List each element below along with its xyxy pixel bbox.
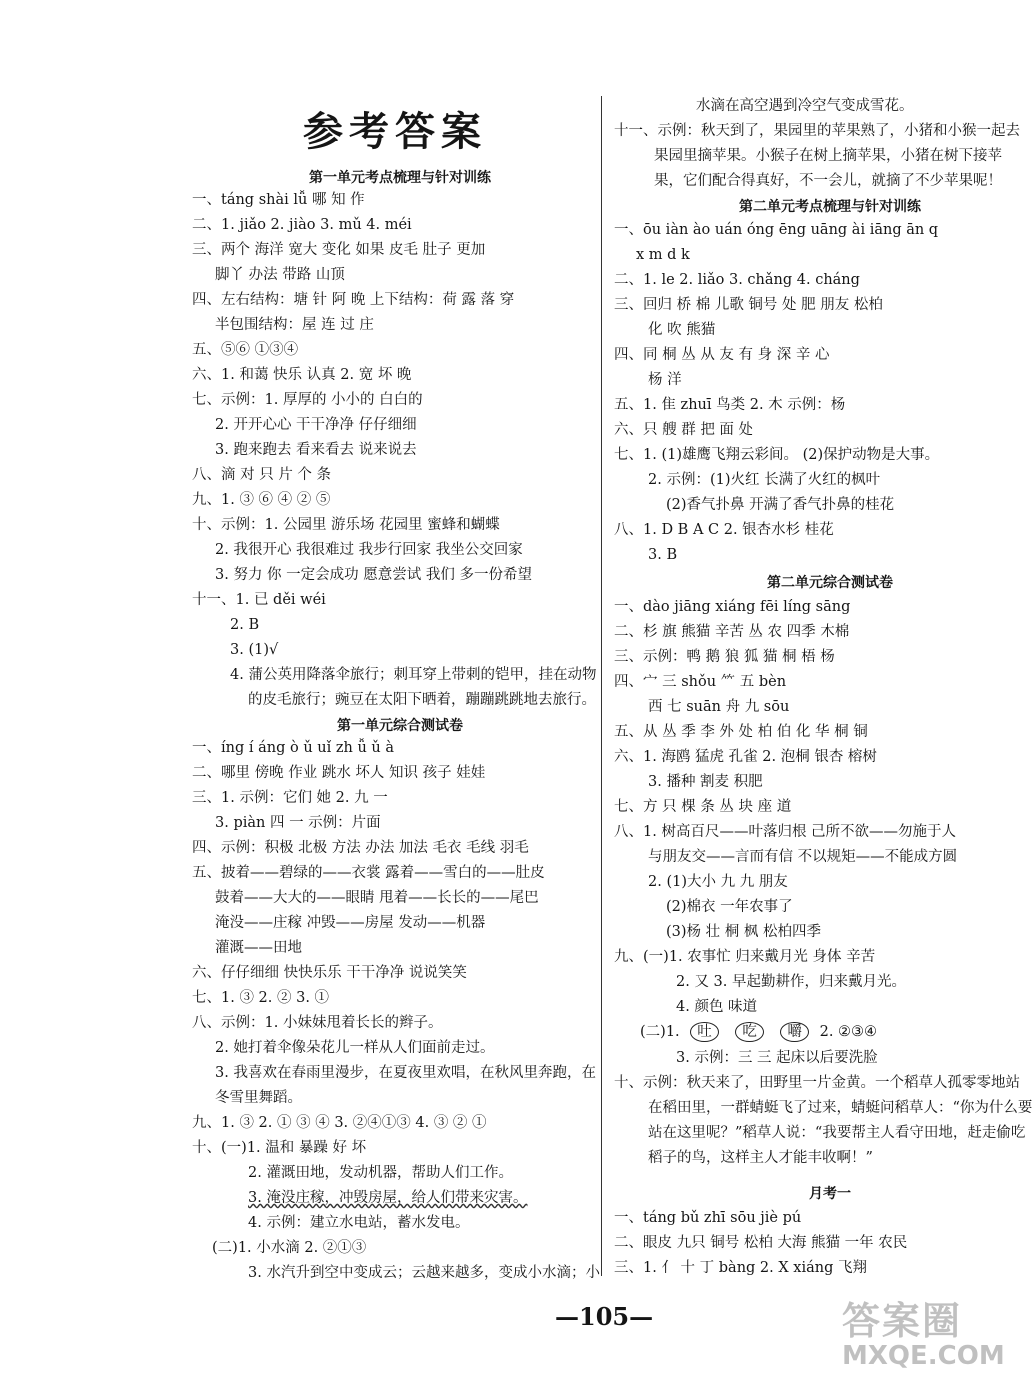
answer-line: 二、眼皮 九只 铜号 松柏 大海 熊猫 一年 农民 bbox=[614, 1235, 908, 1251]
answer-line: (3)杨 壮 桐 枫 松柏四季 bbox=[666, 924, 821, 940]
watermark-url: MXQE.COM bbox=[842, 1341, 1005, 1371]
answer-line: 一、íng í áng ò ǔ uǐ zh ǚ ǔ à bbox=[192, 740, 394, 756]
answer-line: 二、哪里 傍晚 作业 跳水 坏人 知识 孩子 娃娃 bbox=[192, 765, 486, 781]
answer-line: 2. 她打着伞像朵花儿一样从人们面前走过。 bbox=[215, 1040, 495, 1056]
answer-line: 三、1. 亻 十 丁 bàng 2. X xiáng 飞翔 bbox=[614, 1260, 867, 1276]
answer-line: 一、dào jiāng xiáng fēi líng sāng bbox=[614, 599, 851, 615]
answer-line: 2. 灌溉田地，发动机器，帮助人们工作。 bbox=[248, 1165, 513, 1181]
answer-line: 3. 跑来跑去 看来看去 说来说去 bbox=[215, 442, 417, 458]
answer-line: 淹没——庄稼 冲毁——房屋 发动——机器 bbox=[215, 915, 486, 931]
circled-char: 吃 bbox=[735, 1022, 764, 1042]
answer-suffix: 2. ②③④ bbox=[819, 1024, 878, 1040]
answer-line: x m d k bbox=[636, 247, 690, 263]
answer-line: 站在这里呢？”稻草人说：“我要帮主人看守田地，赶走偷吃 bbox=[648, 1125, 1026, 1141]
column-divider bbox=[601, 96, 602, 1276]
answer-line: 三、示例：鸭 鹅 狼 狐 猫 桐 梧 杨 bbox=[614, 649, 835, 665]
answer-line: 2. 我很开心 我很难过 我步行回家 我坐公交回家 bbox=[215, 542, 523, 558]
answer-line: 与朋友交——言而有信 不以规矩——不能成方圆 bbox=[648, 849, 958, 865]
answer-line: 八、1. D B A C 2. 银杏水杉 桂花 bbox=[614, 522, 834, 538]
answer-line: 十、示例：秋天来了，田野里一片金黄。一个稻草人孤零零地站 bbox=[614, 1075, 1020, 1091]
answer-line: 七、1. ③ 2. ② 3. ① bbox=[192, 990, 330, 1006]
answer-line: 三、两个 海洋 宽大 变化 如果 皮毛 肚子 更加 bbox=[192, 242, 486, 258]
answer-line: 2. 开开心心 干干净净 仔仔细细 bbox=[215, 417, 417, 433]
answer-line: 4. 蒲公英用降落伞旅行；刺耳穿上带刺的铠甲，挂在动物 bbox=[230, 667, 597, 683]
answer-line: 化 吹 熊猫 bbox=[648, 322, 716, 338]
answer-line: 灌溉——田地 bbox=[215, 940, 302, 956]
answer-line: 十一、示例：秋天到了，果园里的苹果熟了，小猪和小猴一起去 bbox=[614, 123, 1020, 139]
answer-line: 五、1. 隹 zhuī 鸟类 2. 木 示例：杨 bbox=[614, 397, 846, 413]
answer-prefix: (二)1. bbox=[640, 1024, 680, 1040]
answer-line: 九、(一)1. 农事忙 归来戴月光 身体 辛苦 bbox=[614, 949, 876, 965]
answer-line: 3. piàn 四 一 示例：片面 bbox=[215, 815, 381, 831]
answer-line: 半包围结构：屋 连 过 庄 bbox=[215, 317, 374, 333]
answer-line: 3. 努力 你 一定会成功 愿意尝试 我们 多一份希望 bbox=[215, 567, 532, 583]
answer-line: 脚丫 办法 带路 山顶 bbox=[215, 267, 345, 283]
answer-line: 十一、1. 已 děi wéi bbox=[192, 592, 326, 608]
answer-line: 果园里摘苹果。小猴子在树上摘苹果，小猪在树下接苹 bbox=[654, 148, 1002, 164]
circled-char: 嚼 bbox=[780, 1022, 809, 1042]
answer-line: (2)香气扑鼻 开满了香气扑鼻的桂花 bbox=[666, 497, 895, 513]
answer-line: 八、1. 树高百尺——叶落归根 己所不欲——勿施于人 bbox=[614, 824, 957, 840]
answer-line: 十、示例：1. 公园里 游乐场 花园里 蜜蜂和蝴蝶 bbox=[192, 517, 500, 533]
answer-line: 3. 示例：三 三 起床以后要洗脸 bbox=[676, 1050, 878, 1066]
answer-line: 二、1. jiǎo 2. jiào 3. mǔ 4. méi bbox=[192, 217, 412, 233]
answer-line: 九、1. ③ 2. ① ③ ④ 3. ②④①③ 4. ③ ② ① bbox=[192, 1115, 487, 1131]
answer-line: 七、示例：1. 厚厚的 小小的 白白的 bbox=[192, 392, 423, 408]
watermark-logo bbox=[842, 1290, 1022, 1371]
answer-line: 一、ōu iàn ào uán óng ēng uāng ài iāng ān q bbox=[614, 222, 939, 238]
answer-line: 五、从 丛 季 李 外 处 柏 伯 化 华 桐 铜 bbox=[614, 724, 868, 740]
answer-line: 七、方 只 棵 条 丛 块 座 道 bbox=[614, 799, 792, 815]
section-heading: 第一单元综合测试卷 bbox=[337, 718, 463, 734]
answer-line: 冬雪里舞蹈。 bbox=[215, 1090, 302, 1106]
answer-line: 八、滴 对 只 片 个 条 bbox=[192, 467, 332, 483]
answer-line: 西 七 suān 舟 九 sōu bbox=[648, 699, 790, 715]
answer-line: 八、示例：1. 小妹妹甩着长长的辫子。 bbox=[192, 1015, 443, 1031]
answer-line: 六、1. 海鸥 猛虎 孔雀 2. 泡桐 银杏 榕树 bbox=[614, 749, 877, 765]
watermark-text: 答案圈 bbox=[842, 1299, 963, 1343]
answer-line: 3. (1)√ bbox=[230, 642, 279, 658]
answer-line: 二、1. le 2. liǎo 3. chǎng 4. cháng bbox=[614, 272, 860, 288]
section-heading: 第一单元考点梳理与针对训练 bbox=[309, 170, 491, 186]
answer-line: 鼓着——大大的——眼睛 甩着——长长的——尾巴 bbox=[215, 890, 539, 906]
answer-line: 四、宀 三 shǒu ⺮ 五 bèn bbox=[614, 674, 787, 690]
answer-line: 四、同 桐 丛 从 友 有 身 深 辛 心 bbox=[614, 347, 830, 363]
answer-line: 六、只 艘 群 把 面 处 bbox=[614, 422, 754, 438]
answer-line: 六、仔仔细细 快快乐乐 干干净净 说说笑笑 bbox=[192, 965, 467, 981]
answer-line: 一、táng shài lǚ 哪 知 作 bbox=[192, 192, 365, 208]
answer-line: 四、示例：积极 北极 方法 办法 加法 毛衣 毛线 羽毛 bbox=[192, 840, 529, 856]
answer-line: 3. B bbox=[648, 547, 678, 563]
answer-line: 十、(一)1. 温和 暴躁 好 坏 bbox=[192, 1140, 367, 1156]
answer-line: (二)1. 小水滴 2. ②①③ bbox=[212, 1240, 367, 1256]
answer-line: 3. 淹没庄稼，冲毁房屋，给人们带来灾害。 bbox=[248, 1190, 528, 1206]
answer-line: 三、回归 桥 棉 儿歌 铜号 处 肥 朋友 松柏 bbox=[614, 297, 883, 313]
answer-line: 五、披着——碧绿的——衣裳 露着——雪白的——肚皮 bbox=[192, 865, 545, 881]
answer-line: 九、1. ③ ⑥ ④ ② ⑤ bbox=[192, 492, 331, 508]
answer-line: 杨 洋 bbox=[648, 372, 682, 388]
page-number: —105— bbox=[555, 1302, 654, 1331]
answer-line: 2. B bbox=[230, 617, 260, 633]
answer-line: 五、⑤⑥ ①③④ bbox=[192, 342, 299, 358]
section-heading: 第二单元考点梳理与针对训练 bbox=[739, 199, 921, 215]
answer-line: 在稻田里，一群蜻蜓飞了过来，蜻蜓问稻草人：“你为什么要 bbox=[648, 1100, 1033, 1116]
circled-char: 吐 bbox=[690, 1022, 719, 1042]
answer-line: 四、左右结构：塘 针 阿 晚 上下结构：荷 露 落 穿 bbox=[192, 292, 515, 308]
answer-line: 2. (1)大小 九 九 朋友 bbox=[648, 874, 788, 890]
answer-line: 六、1. 和蔼 快乐 认真 2. 宽 坏 晚 bbox=[192, 367, 412, 383]
answer-line: 稻子的鸟，这样主人才能丰收啊！” bbox=[648, 1150, 873, 1166]
answer-line: 水滴在高空遇到冷空气变成雪花。 bbox=[696, 98, 914, 114]
answer-line: 的皮毛旅行；豌豆在太阳下晒着，蹦蹦跳跳地去旅行。 bbox=[248, 692, 596, 708]
section-heading: 月考一 bbox=[809, 1186, 851, 1202]
answer-line: 二、杉 旗 熊猫 辛苦 丛 农 四季 木棉 bbox=[614, 624, 850, 640]
section-heading: 第二单元综合测试卷 bbox=[767, 575, 893, 591]
answer-line: 七、1. (1)雄鹰飞翔云彩间。 (2)保护动物是大事。 bbox=[614, 447, 940, 463]
answer-line: 2. 又 3. 早起勤耕作，归来戴月光。 bbox=[676, 974, 906, 990]
answer-line: 3. 播种 割麦 积肥 bbox=[648, 774, 763, 790]
answer-line: (2)棉衣 一年农事了 bbox=[666, 899, 793, 915]
answer-line: 三、1. 示例：它们 她 2. 九 一 bbox=[192, 790, 388, 806]
answer-line: 3. 水汽升到空中变成云；云越来越多，变成小水滴；小 bbox=[248, 1265, 600, 1281]
answer-line: 2. 示例：(1)火红 长满了火红的枫叶 bbox=[648, 472, 881, 488]
answer-line: 3. 我喜欢在春雨里漫步，在夏夜里欢唱，在秋风里奔跑，在 bbox=[215, 1065, 596, 1081]
answer-line: 一、táng bǔ zhī sōu jiè pú bbox=[614, 1210, 802, 1226]
page-title: 参考答案 bbox=[303, 108, 487, 155]
answer-line: 4. 示例：建立水电站，蓄水发电。 bbox=[248, 1215, 470, 1231]
answer-line: 4. 颜色 味道 bbox=[676, 999, 758, 1015]
answer-line: 果，它们配合得真好，不一会儿，就摘了不少苹果呢！ bbox=[654, 173, 1002, 189]
answer-line-circled bbox=[640, 1022, 877, 1042]
